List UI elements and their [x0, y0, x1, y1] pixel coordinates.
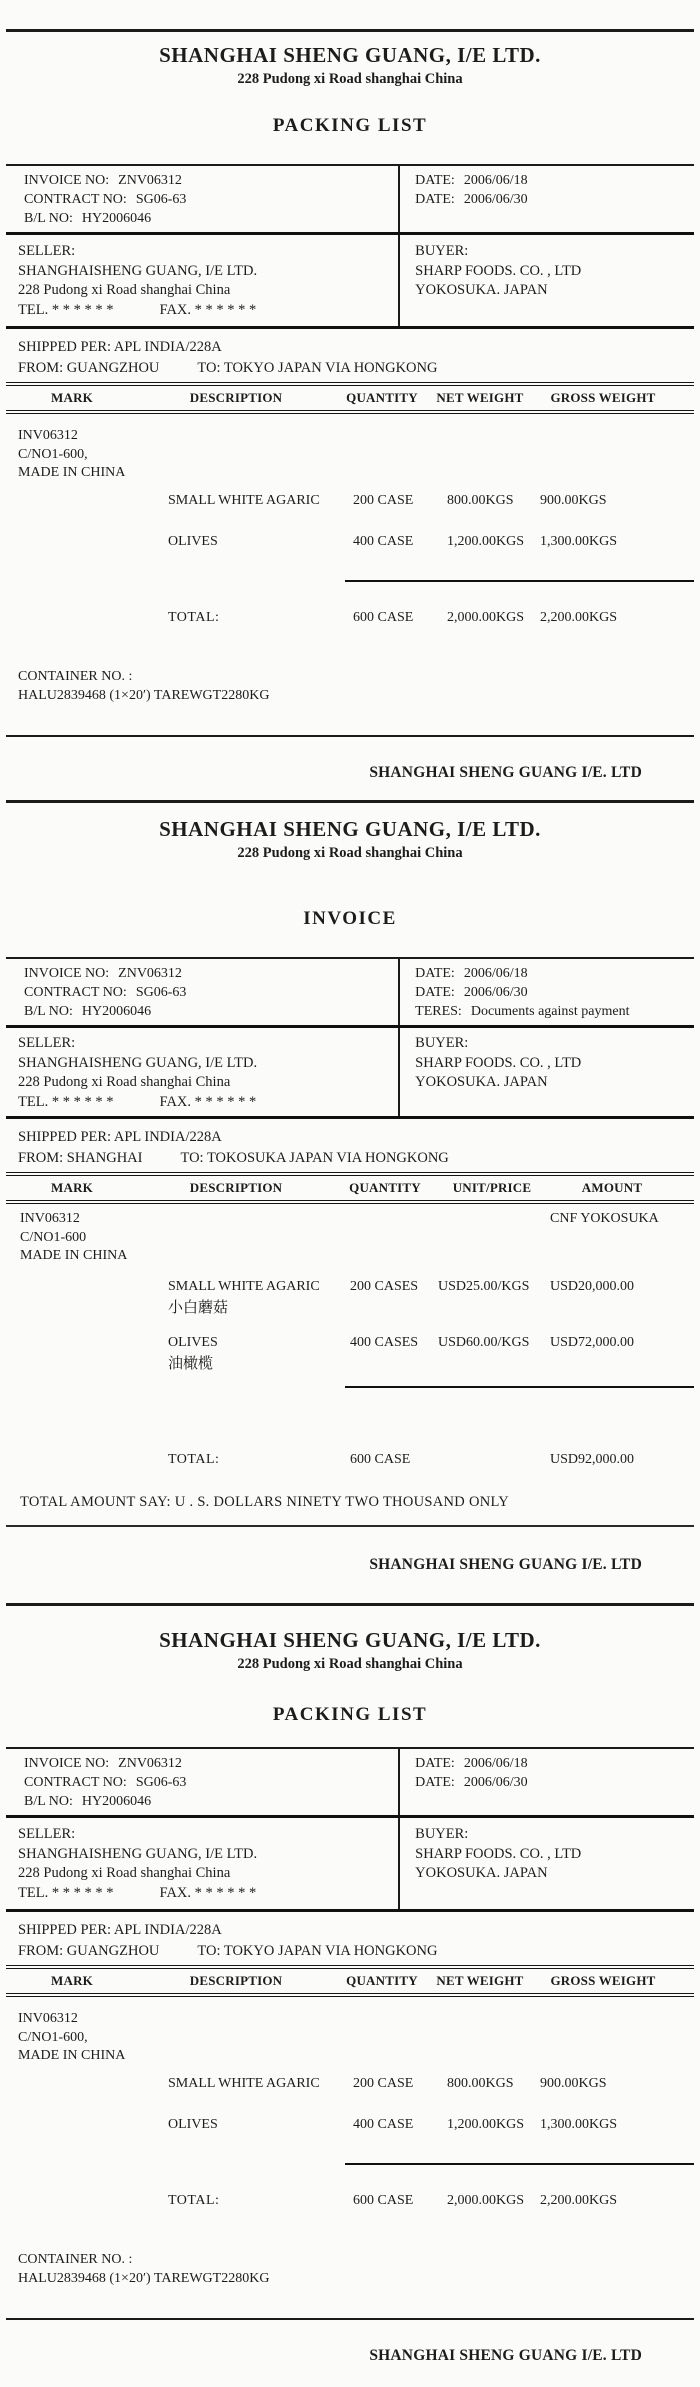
col-header-mark: MARK	[51, 1180, 93, 1195]
mark-line: INV06312	[20, 1211, 80, 1226]
bl-no-label: B/L NO:	[24, 1004, 73, 1019]
company-address: 228 Pudong xi Road shanghai China	[237, 1656, 463, 1672]
date-label: DATE:	[415, 1775, 455, 1790]
col-header-quantity: QUANTITY	[349, 1180, 421, 1195]
item-description: OLIVES	[168, 2116, 218, 2132]
seller-fax: FAX. * * * * * *	[159, 301, 257, 318]
mark-line: INV06312	[18, 2011, 78, 2026]
container-value: HALU2839468 (1×20′) TAREWGT2280KG	[18, 687, 270, 703]
item-gross-weight: 900.00KGS	[540, 492, 607, 508]
item-quantity: 200 CASE	[353, 492, 414, 508]
container-value: HALU2839468 (1×20′) TAREWGT2280KG	[18, 2270, 270, 2286]
contract-no-label: CONTRACT NO:	[24, 1775, 127, 1790]
meta-box	[6, 957, 694, 1028]
company-name: SHANGHAI SHENG GUANG, I/E LTD.	[159, 817, 541, 841]
company-signature: SHANGHAI SHENG GUANG I/E. LTD	[369, 1555, 642, 1573]
total-row	[6, 609, 694, 627]
seller-address: 228 Pudong xi Road shanghai China	[18, 282, 231, 298]
route-line	[18, 1941, 700, 1962]
seller-telfax	[18, 301, 398, 321]
invoice-no-label: INVOICE NO:	[24, 1756, 110, 1771]
item-description: OLIVES	[168, 1334, 218, 1350]
packing-list-page-2	[0, 1603, 700, 2387]
item-quantity: 400 CASE	[353, 2116, 414, 2132]
item-row	[6, 2116, 694, 2134]
contract-no-row	[24, 1773, 398, 1792]
parties-box	[6, 1028, 694, 1119]
col-header-quantity: QUANTITY	[346, 1973, 418, 1988]
shipping-block	[18, 1127, 700, 1169]
total-gross-weight: 2,200.00KGS	[540, 609, 618, 625]
invoice-no-row	[24, 171, 398, 190]
route-from: FROM: GUANGZHOU	[18, 1943, 160, 1959]
total-quantity: 600 CASE	[353, 609, 414, 625]
date-label: DATE:	[415, 1756, 455, 1771]
terms-value: Documents against payment	[470, 1004, 630, 1019]
date-value: 2006/06/18	[463, 1756, 528, 1771]
item-unit-price: USD60.00/KGS	[438, 1334, 530, 1350]
item-description: SMALL WHITE AGARIC	[168, 1278, 320, 1294]
item-quantity: 400 CASES	[350, 1334, 419, 1350]
invoice-no-label: INVOICE NO:	[24, 173, 110, 188]
bl-no-label: B/L NO:	[24, 1794, 73, 1809]
item-unit-price: USD25.00/KGS	[438, 1278, 530, 1294]
item-row	[6, 1278, 694, 1318]
item-description-chinese: 油橄榄	[168, 1355, 214, 1372]
item-description: SMALL WHITE AGARIC	[168, 2075, 320, 2091]
buyer-label: BUYER:	[415, 243, 469, 259]
item-amount: USD72,000.00	[550, 1334, 635, 1350]
bl-no-row	[24, 209, 398, 228]
invoice-no-row	[24, 1754, 398, 1773]
col-header-quantity: QUANTITY	[346, 390, 418, 405]
contract-no-row	[24, 190, 398, 209]
mark-line: C/NO1-600,	[18, 446, 88, 462]
total-quantity: 600 CASE	[353, 2192, 414, 2208]
invoice-no-value: ZNV06312	[118, 966, 182, 981]
meta-left-column	[6, 1749, 398, 1815]
meta-box	[6, 1747, 694, 1818]
subtotal-rule	[345, 580, 694, 582]
invoice-no-value: ZNV06312	[118, 173, 182, 188]
seller-tel: TEL. * * * * * *	[18, 1884, 114, 1901]
seller-block	[6, 1028, 398, 1116]
buyer-label: BUYER:	[415, 1035, 469, 1051]
date-value: 2006/06/30	[463, 192, 528, 207]
parties-box	[6, 235, 694, 329]
subtotal-rule	[345, 2163, 694, 2165]
buyer-block	[398, 1028, 694, 1116]
buyer-city: YOKOSUKA. JAPAN	[415, 282, 548, 298]
meta-left-column	[6, 166, 398, 232]
meta-right-column	[398, 959, 694, 1025]
invoice-page	[0, 800, 700, 1603]
item-row	[6, 492, 694, 510]
contract-no-label: CONTRACT NO:	[24, 985, 127, 1000]
shipping-block	[18, 1920, 700, 1962]
contract-no-value: SG06-63	[135, 192, 187, 207]
seller-label: SELLER:	[18, 1035, 76, 1051]
mark-and-terms-row	[6, 1210, 694, 1266]
subtotal-rule	[345, 1386, 694, 1388]
col-header-mark: MARK	[51, 1973, 93, 1988]
col-header-unit-price: UNIT/PRICE	[452, 1180, 532, 1195]
seller-address: 228 Pudong xi Road shanghai China	[18, 1865, 231, 1881]
buyer-block	[398, 235, 694, 326]
seller-name: SHANGHAISHENG GUANG, I/E LTD.	[18, 262, 258, 279]
mark-line: C/NO1-600,	[18, 2029, 88, 2045]
buyer-block	[398, 1818, 694, 1909]
item-gross-weight: 1,300.00KGS	[540, 2116, 618, 2132]
col-header-description: DESCRIPTION	[189, 390, 283, 405]
meta-box	[6, 164, 694, 235]
signature-rule	[6, 1525, 694, 1527]
contract-no-value: SG06-63	[135, 985, 187, 1000]
seller-tel: TEL. * * * * * *	[18, 1093, 114, 1110]
total-net-weight: 2,000.00KGS	[447, 2192, 525, 2208]
container-block	[18, 667, 700, 705]
company-address: 228 Pudong xi Road shanghai China	[237, 71, 463, 87]
items-table-header	[6, 382, 694, 414]
seller-block	[6, 1818, 398, 1909]
item-gross-weight: 1,300.00KGS	[540, 533, 618, 549]
meta-right-column	[398, 1749, 694, 1815]
seller-name: SHANGHAISHENG GUANG, I/E LTD.	[18, 1845, 258, 1862]
route-to: TO: TOKYO JAPAN VIA HONGKONG	[197, 1943, 438, 1959]
total-label: TOTAL:	[168, 1451, 220, 1467]
item-description: SMALL WHITE AGARIC	[168, 492, 320, 508]
page-bottom-rule	[6, 735, 694, 737]
item-row	[6, 2075, 694, 2093]
company-name: SHANGHAI SHENG GUANG, I/E LTD.	[159, 43, 541, 67]
buyer-city: YOKOSUKA. JAPAN	[415, 1865, 548, 1881]
company-name: SHANGHAI SHENG GUANG, I/E LTD.	[159, 1628, 541, 1652]
total-label: TOTAL:	[168, 2192, 220, 2208]
col-header-mark: MARK	[51, 390, 93, 405]
item-quantity: 200 CASE	[353, 2075, 414, 2091]
bl-no-value: HY2006046	[81, 1004, 152, 1019]
item-net-weight: 800.00KGS	[447, 2075, 514, 2091]
col-header-amount: AMOUNT	[581, 1180, 643, 1195]
item-gross-weight: 900.00KGS	[540, 2075, 607, 2091]
seller-name: SHANGHAISHENG GUANG, I/E LTD.	[18, 1054, 258, 1071]
meta-right-column	[398, 166, 694, 232]
invoice-no-row	[24, 964, 398, 983]
total-net-weight: 2,000.00KGS	[447, 609, 525, 625]
contract-no-label: CONTRACT NO:	[24, 192, 127, 207]
item-description-cell	[138, 1334, 334, 1374]
date-row	[415, 983, 694, 1002]
date-row	[415, 1773, 694, 1792]
bl-no-value: HY2006046	[81, 211, 152, 226]
invoice-no-label: INVOICE NO:	[24, 966, 110, 981]
seller-fax: FAX. * * * * * *	[159, 1093, 257, 1110]
document-title: PACKING LIST	[272, 1704, 428, 1725]
meta-left-column	[6, 959, 398, 1025]
container-label: CONTAINER NO. :	[18, 668, 133, 684]
seller-fax: FAX. * * * * * *	[159, 1884, 257, 1901]
date-value: 2006/06/30	[463, 985, 528, 1000]
shipped-per: SHIPPED PER: APL INDIA/228A	[18, 339, 222, 355]
item-net-weight: 1,200.00KGS	[447, 2116, 525, 2132]
item-quantity: 200 CASES	[350, 1278, 419, 1294]
shipped-per: SHIPPED PER: APL INDIA/228A	[18, 1129, 222, 1145]
buyer-city: YOKOSUKA. JAPAN	[415, 1074, 548, 1090]
route-from: FROM: SHANGHAI	[18, 1150, 143, 1166]
bl-no-value: HY2006046	[81, 1794, 152, 1809]
price-term: CNF YOKOSUKA	[550, 1211, 659, 1226]
seller-address: 228 Pudong xi Road shanghai China	[18, 1074, 231, 1090]
seller-tel: TEL. * * * * * *	[18, 301, 114, 318]
bl-no-label: B/L NO:	[24, 211, 73, 226]
container-block	[18, 2250, 700, 2288]
bl-no-row	[24, 1002, 398, 1021]
date-value: 2006/06/18	[463, 173, 528, 188]
buyer-label: BUYER:	[415, 1826, 469, 1842]
mark-line: INV06312	[18, 428, 78, 443]
col-header-gross-weight: GROSS WEIGHT	[550, 390, 656, 405]
page-top-rule	[6, 29, 694, 32]
date-label: DATE:	[415, 192, 455, 207]
item-description: OLIVES	[168, 533, 218, 549]
shipping-block	[18, 337, 700, 379]
col-header-description: DESCRIPTION	[189, 1180, 283, 1195]
date-row	[415, 1754, 694, 1773]
page-top-rule	[6, 800, 694, 803]
route-to: TO: TOKOSUKA JAPAN VIA HONGKONG	[180, 1150, 449, 1166]
item-quantity: 400 CASE	[353, 533, 414, 549]
col-header-gross-weight: GROSS WEIGHT	[550, 1973, 656, 1988]
company-signature: SHANGHAI SHENG GUANG I/E. LTD	[369, 763, 642, 781]
total-row	[6, 1451, 694, 1469]
buyer-name: SHARP FOODS. CO. , LTD	[415, 1054, 582, 1071]
seller-label: SELLER:	[18, 243, 76, 259]
item-description-chinese: 小白蘑菇	[168, 1299, 229, 1316]
date-value: 2006/06/18	[463, 966, 528, 981]
shipping-mark	[6, 1210, 138, 1266]
date-label: DATE:	[415, 966, 455, 981]
seller-telfax	[18, 1884, 398, 1904]
item-row	[6, 1334, 694, 1374]
route-line	[18, 358, 700, 379]
bl-no-row	[24, 1792, 398, 1811]
invoice-no-value: ZNV06312	[118, 1756, 182, 1771]
col-header-net-weight: NET WEIGHT	[436, 390, 524, 405]
terms-row	[415, 1002, 694, 1021]
col-header-description: DESCRIPTION	[189, 1973, 283, 1988]
document-title: INVOICE	[303, 908, 397, 929]
contract-no-row	[24, 983, 398, 1002]
date-row	[415, 171, 694, 190]
buyer-name: SHARP FOODS. CO. , LTD	[415, 262, 582, 279]
date-row	[415, 190, 694, 209]
date-label: DATE:	[415, 173, 455, 188]
item-amount: USD20,000.00	[550, 1278, 635, 1294]
date-row	[415, 964, 694, 983]
mark-line: MADE IN CHINA	[18, 2048, 126, 2063]
total-row	[6, 2192, 694, 2210]
col-header-net-weight: NET WEIGHT	[436, 1973, 524, 1988]
route-line	[18, 1148, 700, 1169]
total-amount: USD92,000.00	[550, 1451, 635, 1467]
items-table-header	[6, 1965, 694, 1997]
seller-telfax	[18, 1093, 398, 1113]
item-description-cell	[138, 1278, 334, 1318]
route-to: TO: TOKYO JAPAN VIA HONGKONG	[197, 360, 438, 376]
item-row	[6, 533, 694, 551]
date-value: 2006/06/30	[463, 1775, 528, 1790]
item-net-weight: 800.00KGS	[447, 492, 514, 508]
parties-box	[6, 1818, 694, 1912]
company-signature: SHANGHAI SHENG GUANG I/E. LTD	[369, 2346, 642, 2364]
company-address: 228 Pudong xi Road shanghai China	[237, 845, 463, 861]
page-top-rule	[6, 1603, 694, 1606]
container-label: CONTAINER NO. :	[18, 2251, 133, 2267]
mark-line: C/NO1-600	[20, 1229, 87, 1245]
packing-list-page-1	[0, 0, 700, 800]
date-label: DATE:	[415, 985, 455, 1000]
terms-label: TERES:	[415, 1004, 462, 1019]
mark-line: MADE IN CHINA	[18, 465, 126, 480]
shipping-mark	[18, 2010, 700, 2066]
shipped-per: SHIPPED PER: APL INDIA/228A	[18, 1922, 222, 1938]
seller-label: SELLER:	[18, 1826, 76, 1842]
total-quantity: 600 CASE	[350, 1451, 411, 1467]
total-label: TOTAL:	[168, 609, 220, 625]
contract-no-value: SG06-63	[135, 1775, 187, 1790]
item-net-weight: 1,200.00KGS	[447, 533, 525, 549]
total-gross-weight: 2,200.00KGS	[540, 2192, 618, 2208]
items-table-header	[6, 1172, 694, 1204]
mark-line: MADE IN CHINA	[20, 1248, 128, 1263]
route-from: FROM: GUANGZHOU	[18, 360, 160, 376]
total-amount-in-words: TOTAL AMOUNT SAY: U . S. DOLLARS NINETY TWO THOUSAND ONLY	[20, 1493, 509, 1510]
buyer-name: SHARP FOODS. CO. , LTD	[415, 1845, 582, 1862]
document-title: PACKING LIST	[272, 115, 428, 136]
seller-block	[6, 235, 398, 326]
page-bottom-rule	[6, 2318, 694, 2320]
shipping-mark	[18, 427, 700, 483]
